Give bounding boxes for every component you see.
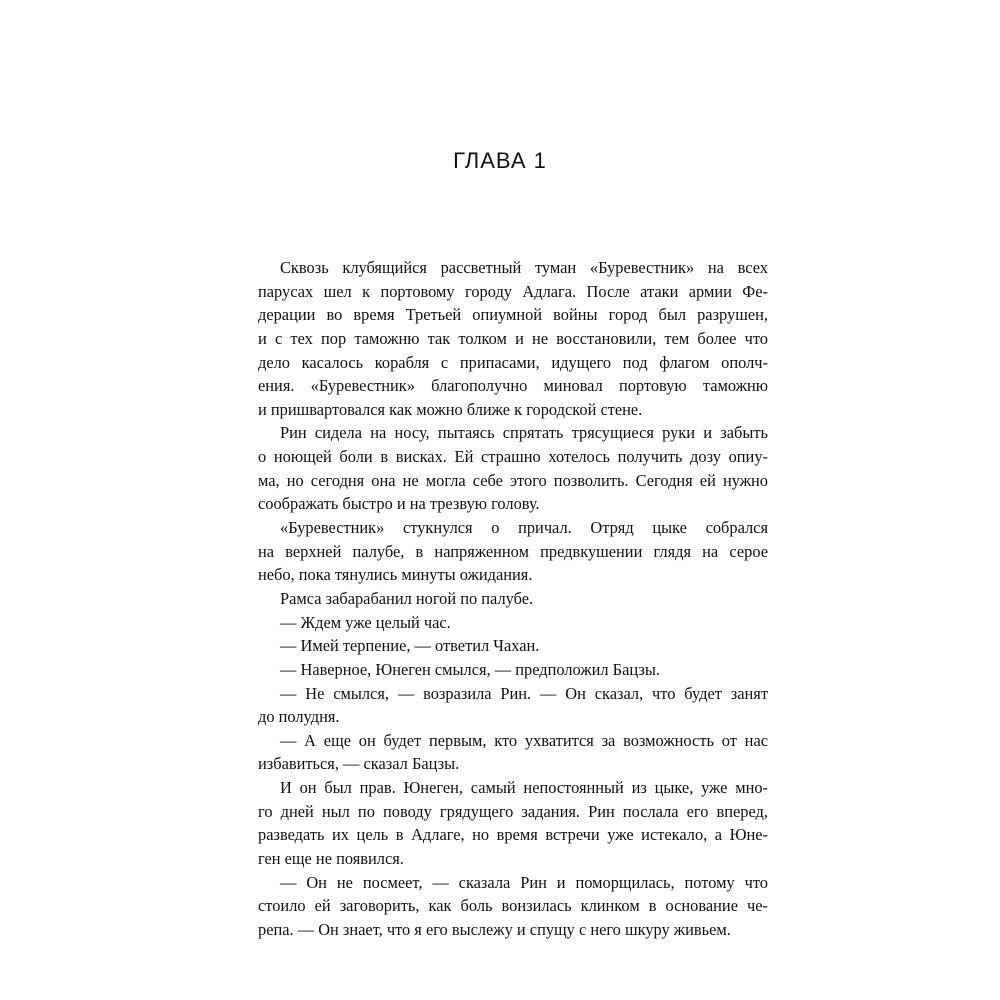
text-line: Сквозь клубящийся рассветный туман «Буревестник» на всех <box>280 258 768 277</box>
text-line: парусах шел к портовому городу Адлага. После атаки армии Фе- <box>258 281 768 301</box>
text-line: ген еще не появился. <box>258 849 404 869</box>
text-line: небо, пока тянулись минуты ожидания. <box>258 565 533 585</box>
text-line: — Наверное, Юнеген смылся, — предположил Бацзы. <box>280 659 660 679</box>
text-line: разведать их цель в Адлаге, но время встречи уже истекало, а Юне- <box>258 825 768 845</box>
text-line: — Он не посмеет, — сказала Рин и поморщилась, потому что <box>280 872 768 892</box>
text-line: репа. — Он знает, что я его выслежу и спущу с него шкуру живьем. <box>258 919 731 939</box>
text-line: Рин сидела на носу, пытаясь спрятать трясущиеся руки и забыть <box>280 423 768 443</box>
text-line: Рамса забарабанил ногой по палубе. <box>280 588 534 608</box>
text-line: дело касалось корабля с припасами, идущего под флагом ополч- <box>258 352 768 372</box>
text-line: избавиться, — сказал Бацзы. <box>258 754 460 774</box>
text-line: ения. «Буревестник» благополучно миновал портовую таможню <box>258 376 768 396</box>
text-line: дерации во время Третьей опиумной войны город был разрушен, <box>258 305 768 325</box>
text-line: — А еще он будет первым, кто ухватится за возможность от нас <box>280 730 768 750</box>
text-line: — Не смылся, — возразила Рин. — Он сказал, что будет занят <box>280 683 768 703</box>
text-line: соображать быстро и на трезвую голову. <box>258 494 540 514</box>
body-text <box>258 256 768 942</box>
text-line: го дней ныл по поводу грядущего задания. Рин послала его вперед, <box>258 801 768 821</box>
text-line: до полудня. <box>258 707 340 727</box>
text-line: ма, но сегодня она не могла себе этого позволить. Сегодня ей нужно <box>258 470 768 490</box>
text-line: и с тех пор таможню так толком и не восстановили, тем более что <box>258 328 768 348</box>
text-line: И он был прав. Юнеген, самый непостоянный из цыке, уже мно- <box>280 778 768 798</box>
text-line: — Имей терпение, — ответил Чахан. <box>280 636 540 656</box>
chapter-title: ГЛАВА 1 <box>453 148 547 173</box>
text-line: на верхней палубе, в напряженном предвкушении глядя на серое <box>258 541 768 561</box>
text-line: о ноющей боли в висках. Ей страшно хотелось получить дозу опиу- <box>258 447 768 467</box>
text-line: — Ждем уже целый час. <box>280 612 451 632</box>
text-line: «Буревестник» стукнулся о причал. Отряд цыке собрался <box>280 518 768 538</box>
text-line: и пришвартовался как можно ближе к городской стене. <box>258 399 643 419</box>
text-line: стоило ей заговорить, как боль вонзилась клинком в основание че- <box>258 896 768 916</box>
